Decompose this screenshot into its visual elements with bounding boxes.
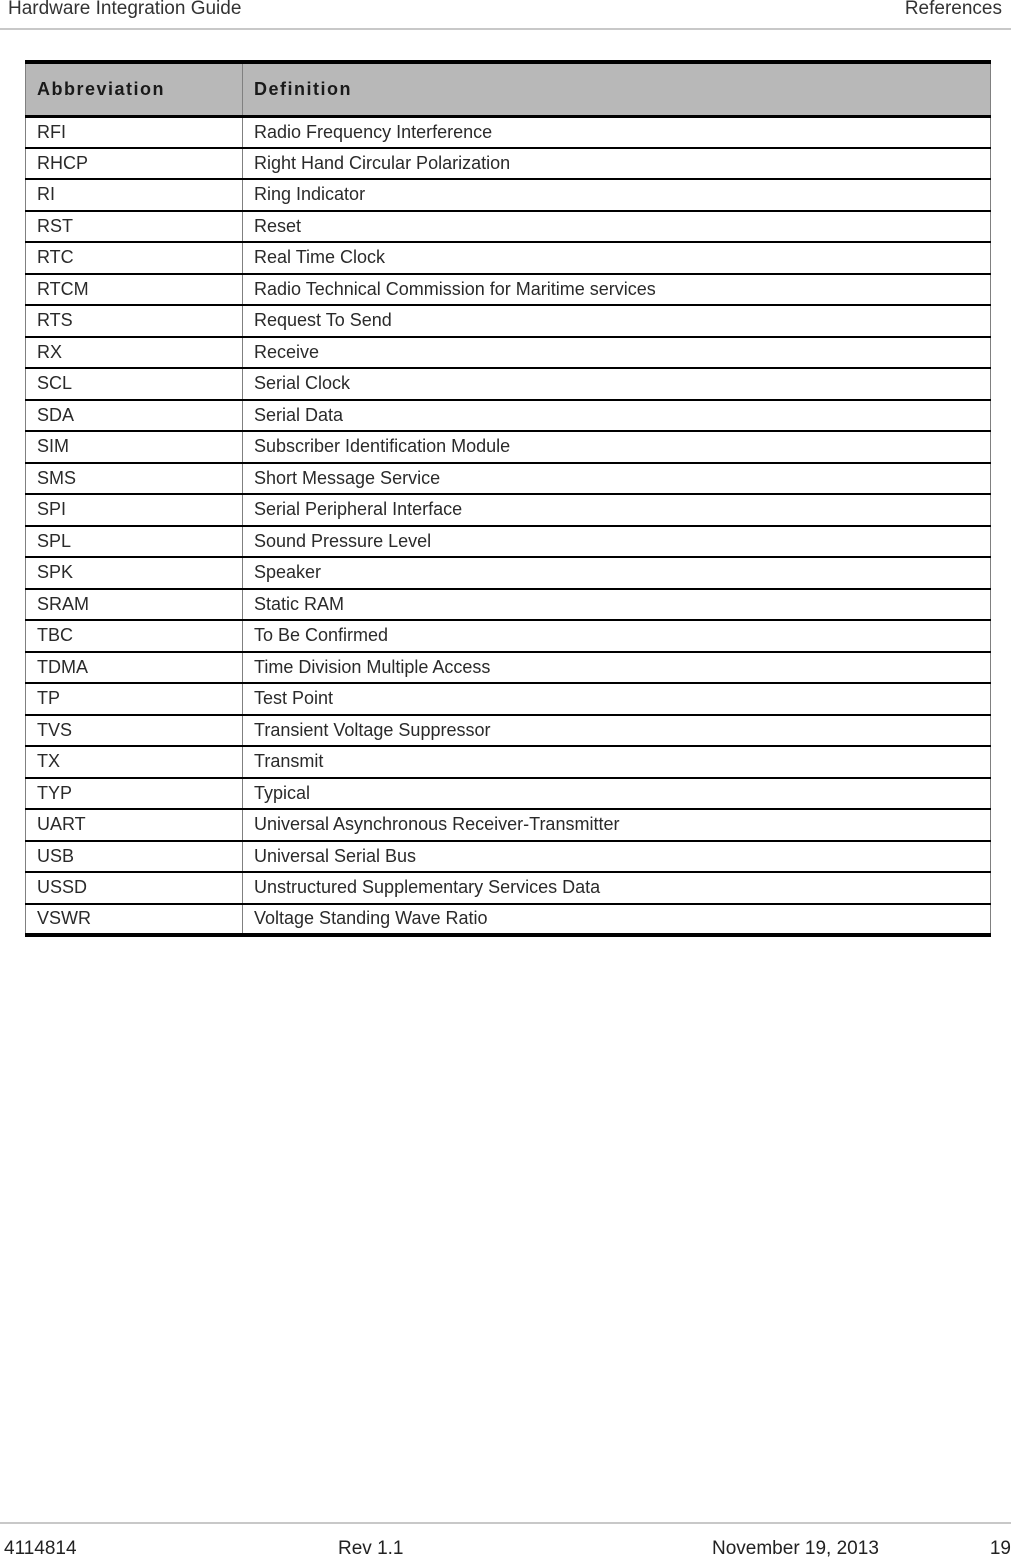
table-body	[26, 116, 991, 935]
abbreviation-cell: USB	[26, 841, 243, 873]
table-row	[26, 904, 991, 936]
table-row	[26, 274, 991, 306]
revision: Rev 1.1	[338, 1538, 404, 1559]
abbreviation-cell: SPK	[26, 557, 243, 589]
definition-cell: Serial Peripheral Interface	[243, 494, 991, 526]
column-header-definition: Definition	[243, 62, 991, 116]
abbreviation-cell: VSWR	[26, 904, 243, 936]
table-header-row	[26, 62, 991, 116]
definition-cell: Universal Serial Bus	[243, 841, 991, 873]
table-row	[26, 148, 991, 180]
definition-cell: Receive	[243, 337, 991, 369]
abbreviation-cell: RTC	[26, 242, 243, 274]
table-row	[26, 179, 991, 211]
table-row	[26, 620, 991, 652]
table-row	[26, 746, 991, 778]
abbreviation-cell: TBC	[26, 620, 243, 652]
abbreviation-cell: RTS	[26, 305, 243, 337]
definition-cell: Static RAM	[243, 589, 991, 621]
table-row	[26, 400, 991, 432]
abbreviation-cell: TVS	[26, 715, 243, 747]
section-title: References	[904, 0, 1002, 19]
definition-cell: Voltage Standing Wave Ratio	[243, 904, 991, 936]
table-row	[26, 242, 991, 274]
definition-cell: Real Time Clock	[243, 242, 991, 274]
table-row	[26, 589, 991, 621]
table-row	[26, 652, 991, 684]
definition-cell: Test Point	[243, 683, 991, 715]
table-row	[26, 683, 991, 715]
table-row	[26, 431, 991, 463]
table-row	[26, 211, 991, 243]
abbreviation-cell: SCL	[26, 368, 243, 400]
definition-cell: Sound Pressure Level	[243, 526, 991, 558]
table-row	[26, 809, 991, 841]
table-row	[26, 305, 991, 337]
abbreviation-cell: SMS	[26, 463, 243, 495]
table-row	[26, 526, 991, 558]
publication-date: November 19, 2013	[712, 1538, 879, 1559]
abbreviation-cell: SDA	[26, 400, 243, 432]
abbreviation-cell: TP	[26, 683, 243, 715]
table-row	[26, 841, 991, 873]
column-header-abbreviation: Abbreviation	[26, 62, 243, 116]
definition-cell: Transient Voltage Suppressor	[243, 715, 991, 747]
abbreviation-cell: SIM	[26, 431, 243, 463]
document-title: Hardware Integration Guide	[8, 0, 242, 19]
definition-cell: Serial Data	[243, 400, 991, 432]
abbreviation-cell: USSD	[26, 872, 243, 904]
definition-cell: Universal Asynchronous Receiver-Transmitter	[243, 809, 991, 841]
table-row	[26, 463, 991, 495]
table-row	[26, 778, 991, 810]
abbreviation-cell: RI	[26, 179, 243, 211]
document-number: 4114814	[4, 1538, 77, 1559]
definition-cell: Serial Clock	[243, 368, 991, 400]
definition-cell: To Be Confirmed	[243, 620, 991, 652]
definition-cell: Speaker	[243, 557, 991, 589]
page-header	[0, 0, 1011, 30]
definition-cell: Subscriber Identification Module	[243, 431, 991, 463]
definition-cell: Request To Send	[243, 305, 991, 337]
abbreviation-cell: UART	[26, 809, 243, 841]
table-header	[26, 62, 991, 116]
abbreviation-cell: RFI	[26, 116, 243, 148]
abbreviation-cell: TDMA	[26, 652, 243, 684]
abbreviation-cell: TX	[26, 746, 243, 778]
abbreviation-cell: RST	[26, 211, 243, 243]
abbreviation-cell: TYP	[26, 778, 243, 810]
definition-cell: Right Hand Circular Polarization	[243, 148, 991, 180]
table-row	[26, 557, 991, 589]
abbreviations-table	[25, 60, 991, 937]
definition-cell: Radio Frequency Interference	[243, 116, 991, 148]
table-row	[26, 872, 991, 904]
definition-cell: Reset	[243, 211, 991, 243]
abbreviation-cell: SRAM	[26, 589, 243, 621]
table-row	[26, 368, 991, 400]
abbreviation-cell: RTCM	[26, 274, 243, 306]
page-footer	[0, 1522, 1011, 1561]
definition-cell: Unstructured Supplementary Services Data	[243, 872, 991, 904]
table-row	[26, 494, 991, 526]
definition-cell: Short Message Service	[243, 463, 991, 495]
abbreviation-cell: RX	[26, 337, 243, 369]
table-row	[26, 116, 991, 148]
definition-cell: Time Division Multiple Access	[243, 652, 991, 684]
definition-cell: Transmit	[243, 746, 991, 778]
abbreviation-cell: SPI	[26, 494, 243, 526]
table-row	[26, 715, 991, 747]
abbreviations-table-container	[25, 60, 990, 937]
abbreviation-cell: SPL	[26, 526, 243, 558]
definition-cell: Ring Indicator	[243, 179, 991, 211]
page-number: 19	[989, 1538, 1011, 1559]
definition-cell: Radio Technical Commission for Maritime services	[243, 274, 991, 306]
definition-cell: Typical	[243, 778, 991, 810]
abbreviation-cell: RHCP	[26, 148, 243, 180]
table-row	[26, 337, 991, 369]
